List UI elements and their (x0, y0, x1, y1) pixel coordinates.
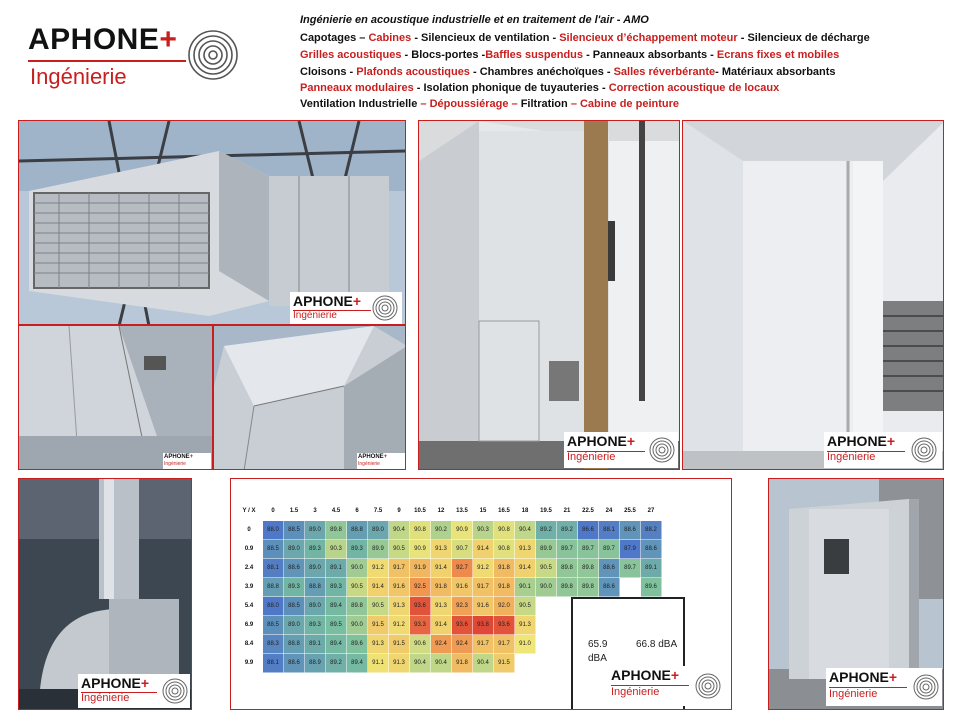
heat-cell: 88.3 (263, 635, 284, 654)
x-header: 24 (599, 502, 620, 521)
heat-cell: 89.1 (641, 559, 662, 578)
sound-wave-icon (694, 672, 722, 700)
heat-cell: 91.3 (431, 597, 452, 616)
service-text: Plafonds acoustiques (356, 66, 470, 78)
y-header: 3.9 (236, 578, 263, 597)
heat-cell (536, 654, 557, 673)
x-header: 9 (389, 502, 410, 521)
x-header: 6 (347, 502, 368, 521)
heat-cell: 88.0 (263, 597, 284, 616)
heat-cell: 91.8 (494, 578, 515, 597)
heat-cell: 89.3 (284, 578, 305, 597)
heat-cell: 90.4 (473, 654, 494, 673)
service-text: - Silencieux de ventilation - (411, 32, 560, 44)
heat-cell: 87.9 (620, 540, 641, 559)
heat-cell: 90.0 (347, 559, 368, 578)
heat-cell: 90.0 (536, 578, 557, 597)
x-header: 18 (515, 502, 536, 521)
heat-cell: 88.5 (263, 616, 284, 635)
logo-overlay: APHONE+ Ingénierie (608, 666, 726, 706)
service-text: - Chambres anéchoïques - (469, 66, 614, 78)
logo-underline (28, 60, 186, 62)
heat-cell: 92.7 (452, 559, 473, 578)
heat-cell: 93.8 (473, 616, 494, 635)
level-label-a-unit: dBA (588, 653, 607, 664)
heat-cell: 90.4 (515, 521, 536, 540)
heat-cell: 90.1 (515, 578, 536, 597)
x-header: 16.5 (494, 502, 515, 521)
service-line-4 (300, 82, 779, 94)
photo-silencer-corner (213, 325, 406, 470)
heat-cell (536, 597, 557, 616)
heat-cell: 91.4 (368, 578, 389, 597)
service-line-5 (300, 98, 679, 110)
heat-cell: 92.4 (431, 635, 452, 654)
heat-cell: 93.6 (410, 597, 431, 616)
heat-cell: 91.7 (389, 559, 410, 578)
service-text: - Isolation phonique de tuyauteries - (413, 82, 609, 94)
heat-cell: 89.3 (347, 540, 368, 559)
heat-cell: 89.7 (620, 559, 641, 578)
heat-cell: 89.7 (557, 540, 578, 559)
service-text: Filtration (517, 98, 571, 110)
service-text: - Silencieux de décharge (737, 32, 870, 44)
sound-wave-icon (372, 295, 398, 321)
heat-cell: 88.5 (263, 540, 284, 559)
logo-overlay: APHONE+ Ingénierie (826, 668, 942, 706)
heat-cell: 91.4 (515, 559, 536, 578)
heat-cell: 91.8 (431, 578, 452, 597)
x-header: 19.5 (536, 502, 557, 521)
logo-plus: + (159, 23, 178, 56)
service-text: – Dépoussiérage – (420, 98, 518, 110)
logo-overlay: APHONE+ Ingénierie (163, 453, 211, 469)
service-text: Cloisons - (300, 66, 357, 78)
heat-cell: 91.3 (515, 540, 536, 559)
heat-cell: 88.6 (599, 578, 620, 597)
heat-cell: 91.6 (389, 578, 410, 597)
logo-overlay: APHONE+ Ingénierie (824, 432, 942, 468)
heat-cell: 89.3 (305, 616, 326, 635)
logo-word: APHONE (28, 23, 160, 56)
heat-cell: 89.1 (305, 635, 326, 654)
heat-cell: 88.8 (347, 521, 368, 540)
heat-cell: 88.0 (263, 521, 284, 540)
heat-cell: 88.6 (284, 654, 305, 673)
x-header: 27 (641, 502, 662, 521)
heat-cell: 89.6 (641, 578, 662, 597)
heat-cell: 88.5 (284, 597, 305, 616)
heat-cell: 88.5 (284, 521, 305, 540)
heat-cell: 88.1 (263, 559, 284, 578)
x-header: 12 (431, 502, 452, 521)
heat-cell: 89.1 (326, 559, 347, 578)
heat-cell: 91.5 (368, 616, 389, 635)
service-text: Ventilation Industrielle (300, 98, 421, 110)
heat-cell: 91.8 (494, 559, 515, 578)
service-text: Baffles suspendus (485, 49, 584, 61)
service-text: Panneaux modulaires (300, 82, 414, 94)
heat-cell: 89.7 (578, 540, 599, 559)
heat-cell: 91.6 (452, 578, 473, 597)
heat-cell: 90.9 (410, 540, 431, 559)
service-line-1 (300, 32, 870, 44)
heat-cell: 90.0 (347, 616, 368, 635)
heat-cell: 89.7 (599, 540, 620, 559)
heat-cell: 91.5 (389, 635, 410, 654)
heat-cell: 88.8 (284, 635, 305, 654)
company-logo (28, 20, 228, 95)
heat-cell: 91.3 (515, 616, 536, 635)
heat-cell: 88.6 (284, 559, 305, 578)
heat-cell: 89.8 (578, 559, 599, 578)
heat-cell: 89.9 (536, 540, 557, 559)
service-text: Grilles acoustiques (300, 49, 402, 61)
heat-cell: 90.4 (431, 654, 452, 673)
x-header: 13.5 (452, 502, 473, 521)
heat-cell: 91.4 (473, 540, 494, 559)
logo-subtitle: Ingénierie (30, 64, 127, 89)
heat-cell: 91.9 (410, 559, 431, 578)
heat-cell: 92.0 (494, 597, 515, 616)
heat-cell: 91.5 (494, 654, 515, 673)
heat-cell: 91.3 (389, 597, 410, 616)
heat-cell: 90.3 (326, 540, 347, 559)
x-header: 25.5 (620, 502, 641, 521)
service-text: - Matériaux absorbants (715, 66, 836, 78)
heat-cell: 89.2 (557, 521, 578, 540)
sound-wave-icon (184, 26, 242, 84)
heat-cell: 93.6 (494, 616, 515, 635)
sound-wave-icon (912, 673, 940, 701)
service-text: – Cabine de peinture (570, 98, 680, 110)
heat-cell: 89.9 (368, 540, 389, 559)
heat-cell: 89.3 (305, 540, 326, 559)
heat-cell: 88.8 (305, 578, 326, 597)
y-header: 8.4 (236, 635, 263, 654)
heat-cell: 89.8 (347, 597, 368, 616)
heat-cell: 91.6 (473, 597, 494, 616)
service-line-3 (300, 66, 836, 78)
heat-cell: 90.7 (452, 540, 473, 559)
heat-cell: 89.0 (284, 540, 305, 559)
heat-cell: 89.0 (305, 597, 326, 616)
sound-wave-icon (162, 678, 188, 704)
heat-cell: 90.8 (494, 521, 515, 540)
level-label-b: 66.8 dBA (636, 639, 678, 650)
x-header: 15 (473, 502, 494, 521)
heat-cell: 91.7 (473, 635, 494, 654)
heat-cell: 86.6 (578, 521, 599, 540)
logo-overlay: APHONE+ Ingénierie (290, 292, 402, 324)
heat-cell: 90.6 (410, 635, 431, 654)
heat-cell: 90.5 (368, 597, 389, 616)
y-header: 2.4 (236, 559, 263, 578)
sound-wave-icon (648, 436, 676, 464)
heat-cell: 90.5 (389, 540, 410, 559)
heat-cell: 91.2 (368, 559, 389, 578)
heat-cell: 88.6 (620, 521, 641, 540)
logo-overlay: APHONE+ Ingénierie (78, 674, 190, 708)
heat-cell: 91.7 (494, 635, 515, 654)
photo-enclosure-interior (682, 120, 944, 470)
heat-cell: 90.8 (494, 540, 515, 559)
heat-cell: 92.3 (452, 597, 473, 616)
sound-wave-icon (910, 436, 938, 464)
heat-cell (536, 635, 557, 654)
heat-cell: 91.4 (431, 616, 452, 635)
heat-cell: 90.2 (431, 521, 452, 540)
y-header: 9.9 (236, 654, 263, 673)
y-header: 6.9 (236, 616, 263, 635)
heat-cell: 89.8 (326, 521, 347, 540)
heat-cell: 93.6 (452, 616, 473, 635)
heat-cell: 91.2 (389, 616, 410, 635)
heat-cell: 91.2 (473, 559, 494, 578)
heat-cell: 89.5 (326, 616, 347, 635)
service-text: - Panneaux absorbants - (583, 49, 717, 61)
service-text: - Blocs-portes - (401, 49, 486, 61)
heat-cell: 88.1 (263, 654, 284, 673)
heat-cell (515, 654, 536, 673)
heat-cell: 93.3 (410, 616, 431, 635)
tagline: Ingénierie en acoustique industrielle et en traitement de l'air - AMO (300, 14, 649, 26)
logo-overlay: APHONE+ Ingénierie (564, 432, 678, 468)
y-header: 5.4 (236, 597, 263, 616)
x-header: 7.5 (368, 502, 389, 521)
service-line-2 (300, 49, 839, 61)
service-text: Correction acoustique de locaux (608, 82, 780, 94)
heat-cell (620, 578, 641, 597)
heat-cell: 91.0 (515, 635, 536, 654)
heat-cell: 90.5 (515, 597, 536, 616)
heat-cell: 90.3 (473, 521, 494, 540)
heat-cell: 90.9 (452, 521, 473, 540)
photo-enclosure-exterior (418, 120, 680, 470)
heat-cell: 91.3 (431, 540, 452, 559)
x-header: 4.5 (326, 502, 347, 521)
heat-cell: 90.5 (536, 559, 557, 578)
heat-cell: 89.8 (557, 578, 578, 597)
y-header: 0 (236, 521, 263, 540)
heat-cell: 90.5 (347, 578, 368, 597)
heat-cell: 89.2 (536, 521, 557, 540)
x-header: 22.5 (578, 502, 599, 521)
heat-cell: 90.8 (410, 521, 431, 540)
heat-cell: 92.5 (410, 578, 431, 597)
service-text: Salles réverbérante (613, 66, 716, 78)
x-header: 1.5 (284, 502, 305, 521)
heat-cell: 90.4 (389, 521, 410, 540)
heat-cell (536, 616, 557, 635)
heat-cell: 88.9 (305, 654, 326, 673)
heat-cell: 89.0 (284, 616, 305, 635)
heat-cell: 89.3 (326, 578, 347, 597)
service-text: Ecrans fixes et mobiles (716, 49, 840, 61)
heat-cell: 91.7 (473, 578, 494, 597)
heat-cell: 89.0 (305, 521, 326, 540)
heat-cell: 88.8 (263, 578, 284, 597)
heat-cell: 89.4 (326, 597, 347, 616)
heat-cell: 88.6 (599, 559, 620, 578)
heat-cell: 89.6 (347, 635, 368, 654)
grid-corner-label: Y / X (236, 502, 263, 521)
heat-cell: 89.4 (326, 635, 347, 654)
x-header: 10.5 (410, 502, 431, 521)
heat-cell: 88.2 (641, 521, 662, 540)
heat-cell: 90.4 (410, 654, 431, 673)
service-text: Silencieux d’échappement moteur (559, 32, 738, 44)
heat-cell: 89.4 (347, 654, 368, 673)
heat-cell: 89.8 (557, 559, 578, 578)
heat-cell: 91.8 (452, 654, 473, 673)
y-header: 0.9 (236, 540, 263, 559)
heat-cell: 88.1 (599, 521, 620, 540)
x-header: 0 (263, 502, 284, 521)
heat-cell: 91.4 (431, 559, 452, 578)
heat-cell: 88.6 (641, 540, 662, 559)
photo-silencer-underside (18, 325, 213, 470)
heat-cell: 91.1 (368, 654, 389, 673)
logo-overlay: APHONE+ Ingénierie (357, 453, 405, 469)
heat-cell: 91.3 (389, 654, 410, 673)
service-text: Cabines (368, 32, 412, 44)
level-label-a: 65.9 (588, 639, 608, 650)
heat-cell: 89.0 (368, 521, 389, 540)
x-header: 3 (305, 502, 326, 521)
heat-cell: 89.0 (305, 559, 326, 578)
service-text: Capotages – (300, 32, 369, 44)
heat-cell: 92.4 (452, 635, 473, 654)
x-header: 21 (557, 502, 578, 521)
heat-cell: 89.8 (578, 578, 599, 597)
heat-cell: 91.3 (368, 635, 389, 654)
heat-cell: 89.2 (326, 654, 347, 673)
